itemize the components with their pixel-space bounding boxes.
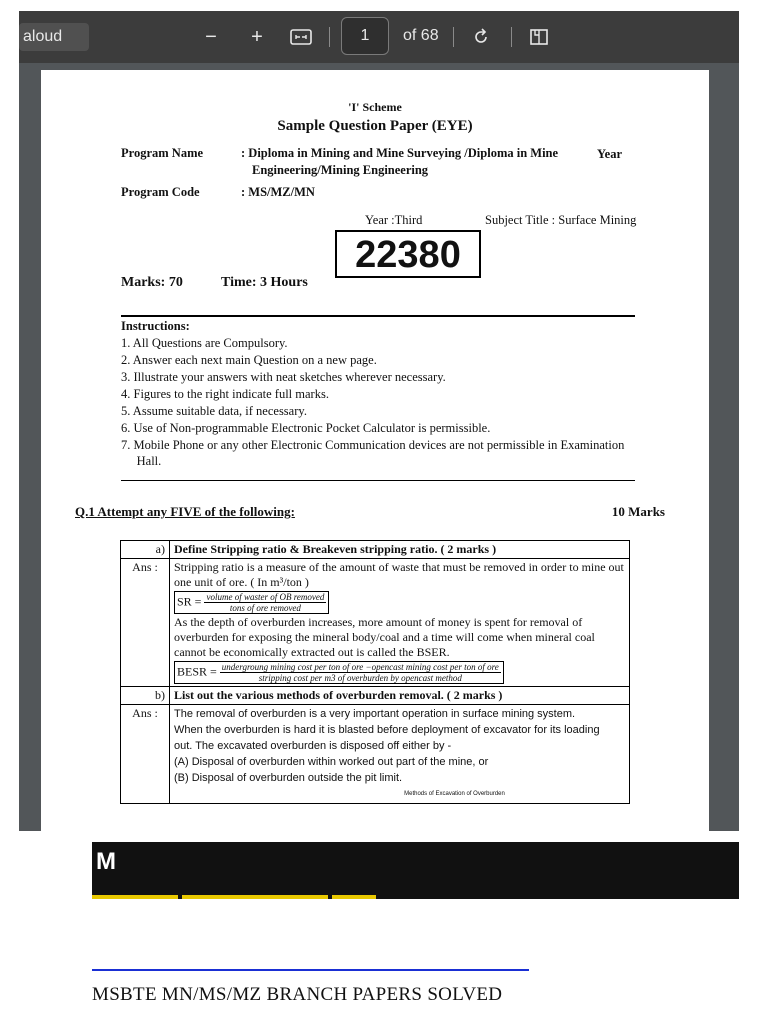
page-total: of 68 (403, 27, 439, 44)
marks-label: Marks: 70 (121, 275, 183, 290)
question-1-heading (75, 504, 665, 520)
sr-label: SR = (177, 594, 202, 609)
toolbar-separator (329, 27, 330, 47)
question-label: a) (121, 541, 170, 559)
program-code-label: Program Code (121, 185, 200, 199)
answer-text: (A) Disposal of overburden within worked out part of the mine, or (174, 756, 489, 768)
besr-formula (174, 661, 504, 684)
answer-text: As the depth of overburden increases, more amount of money is spent for removal of overburden for exposing the mineral body/coal and a time will come when mineral coal cannot be economically extracted out is called the BSER. (174, 615, 595, 659)
program-code-value: : MS/MZ/MN (241, 185, 315, 199)
fit-page-icon[interactable] (289, 25, 313, 49)
question-label: b) (121, 687, 170, 705)
instruction-item: 4. Figures to the right indicate full marks. (121, 387, 329, 401)
answer-text: out. The excavated overburden is disposed off either by - (174, 740, 452, 752)
document-title: MSBTE MN/MS/MZ BRANCH PAPERS SOLVED (92, 984, 503, 1005)
yellow-accent (182, 895, 328, 899)
table-row (121, 541, 630, 559)
answer-text: When the overburden is hard it is blasted before deployment of excavator for its loading (174, 724, 600, 736)
scheme-label: 'I' Scheme (348, 100, 402, 114)
time-label: Time: 3 Hours (221, 275, 308, 290)
sr-numerator: volume of waster of OB removed (206, 592, 325, 602)
program-name-value: : Diploma in Mining and Mine Surveying /Diploma in Mine (241, 146, 559, 160)
instructions-title: Instructions: (121, 319, 190, 333)
answer-cell (170, 559, 630, 687)
answer-table (120, 540, 630, 804)
year-value: Year :Third (365, 213, 423, 227)
answer-label: Ans : (121, 559, 170, 687)
question-1-title: Q.1 Attempt any FIVE of the following: (75, 504, 295, 519)
answer-text: Stripping ratio is a measure of the amount of waste that must be removed in order to mine out one unit of ore. ( In m³/ton ) (174, 560, 624, 589)
figure-caption: Methods of Excavation of Overburden (404, 791, 505, 797)
besr-denominator: stripping cost per m3 of overburden by opencast method (258, 673, 462, 683)
subject-title: Subject Title : Surface Mining (485, 213, 637, 227)
answer-text: (B) Disposal of overburden outside the pit limit. (174, 772, 403, 784)
pdf-viewer (19, 11, 739, 831)
instruction-item: 2. Answer each next main Question on a new page. (121, 353, 377, 367)
instruction-item: Hall. (121, 454, 162, 468)
paper-title: Sample Question Paper (EYE) (277, 118, 473, 134)
table-row (121, 705, 630, 804)
yellow-accent (92, 895, 178, 899)
table-row (121, 559, 630, 687)
divider (121, 480, 635, 481)
question-text: Define Stripping ratio & Breakeven stripping ratio. ( 2 marks ) (170, 541, 630, 559)
question-text: List out the various methods of overburden removal. ( 2 marks ) (170, 687, 630, 705)
table-row (121, 687, 630, 705)
sr-fraction (204, 592, 326, 613)
title-banner (92, 842, 739, 899)
answer-cell (170, 705, 630, 804)
pdf-toolbar (19, 11, 739, 63)
sr-denominator: tons of ore removed (229, 603, 301, 613)
link-underline[interactable] (92, 969, 529, 971)
pdf-page (41, 70, 709, 831)
minus-icon[interactable]: − (205, 25, 217, 48)
divider (121, 315, 635, 317)
instruction-item: 6. Use of Non-programmable Electronic Pocket Calculator is permissible. (121, 421, 491, 435)
besr-fraction (220, 662, 501, 683)
besr-label: BESR = (177, 664, 217, 679)
rotate-icon[interactable] (469, 25, 493, 49)
answer-label: Ans : (121, 705, 170, 804)
program-name-label: Program Name (121, 146, 204, 160)
instruction-item: 5. Assume suitable data, if necessary. (121, 404, 307, 418)
page-number-input[interactable]: 1 (341, 17, 389, 55)
toolbar-separator (453, 27, 454, 47)
toolbar-separator (511, 27, 512, 47)
besr-numerator: undergroung mining cost per ton of ore −opencast mining cost per ton of ore (221, 662, 499, 672)
plus-icon[interactable]: + (251, 25, 263, 48)
answer-text: The removal of overburden is a very important operation in surface mining system. (174, 708, 576, 720)
year-label-right: Year (597, 147, 622, 161)
instruction-item: 7. Mobile Phone or any other Electronic Communication devices are not permissible in Examination (121, 438, 625, 452)
yellow-accent (332, 895, 376, 899)
instruction-item: 1. All Questions are Compulsory. (121, 336, 288, 350)
question-1-marks: 10 Marks (611, 504, 665, 519)
sr-formula (174, 591, 329, 614)
banner-letter: M (96, 848, 116, 875)
program-name-value-2: Engineering/Mining Engineering (252, 163, 429, 177)
subject-code: 22380 (335, 230, 481, 278)
two-page-view-icon[interactable] (527, 25, 551, 49)
read-aloud-button[interactable]: aloud (19, 23, 89, 51)
instruction-item: 3. Illustrate your answers with neat sketches wherever necessary. (121, 370, 446, 384)
